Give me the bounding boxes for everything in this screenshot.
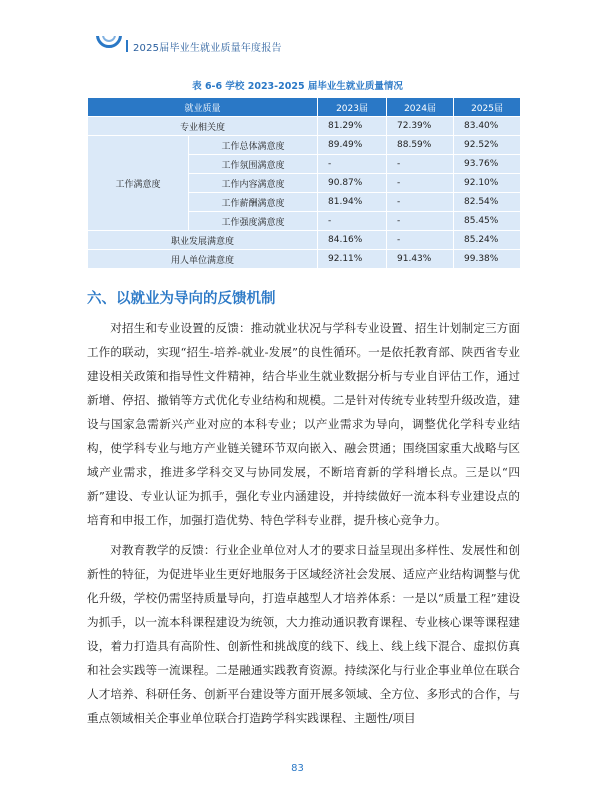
column-header: 2025届 [454,98,521,117]
table-cell: 84.16% [318,231,387,250]
row-label: 工作内容满意度 [189,174,318,193]
table-cell: 83.40% [454,117,521,136]
table-cell: 85.24% [454,231,521,250]
header-title: 2025届毕业生就业质量年度报告 [133,43,282,54]
table-cell: 82.54% [454,193,521,212]
row-label: 职业发展满意度 [88,231,318,250]
table-header-row [88,98,521,117]
table-row [88,250,521,269]
table-cell: - [318,212,387,231]
table-cell: 81.94% [318,193,387,212]
column-header: 就业质量 [88,98,318,117]
table-cell: 89.49% [318,136,387,155]
column-header: 2023届 [318,98,387,117]
header-divider [126,40,128,52]
page-number: 83 [291,763,304,774]
table-cell: 88.59% [387,136,454,155]
row-label: 工作强度满意度 [189,212,318,231]
table-cell: - [318,155,387,174]
section-heading: 六、以就业为导向的反馈机制 [87,291,276,307]
table-cell: 81.29% [318,117,387,136]
table-cell: 90.87% [318,174,387,193]
row-label: 工作薪酬满意度 [189,193,318,212]
table-cell: - [387,231,454,250]
table-cell: - [387,212,454,231]
table-cell: 93.76% [454,155,521,174]
body-paragraph-teaching [87,538,520,730]
row-label: 工作总体满意度 [189,136,318,155]
table-caption: 表 6-6 学校 2023-2025 届毕业生就业质量情况 [192,81,403,92]
employment-quality-table [87,97,521,269]
table-cell: 91.43% [387,250,454,269]
row-group-label: 工作满意度 [88,136,189,231]
table-row [88,136,521,155]
paragraph-text: 对招生和专业设置的反馈：推动就业状况与学科专业设置、招生计划制定三方面工作的联动，实现“招生-培养-就业-发展”的良性循环。一是依托教育部、陕西省专业建设相关政策和指导性文件精神，结合毕业生就业数据分析与专业自评估工作，通过新增、停招、撤销等方式优化专业结构和规模。二是针对传统专业转型升级改造，建设与国家急需新兴产业对应的本科专业；以产业需求为导向，调整优化学科专业结构，使学科专业与地方产业链关键环节双向嵌入、融会贯通；围绕国家重大战略与区域产业需求，推进多学科交叉与协同发展，不断培育新的学科增长点。三是以“四新”建设、专业认证为抓手，强化专业内涵建设，并持续做好一流本科专业建设点的培育和申报工作，加强打造优势、特色学科专业群，提升核心竞争力。 [87,321,520,527]
table-cell: - [387,174,454,193]
table-cell: 92.52% [454,136,521,155]
row-label: 专业相关度 [88,117,318,136]
table-cell: 85.45% [454,212,521,231]
table-cell: 92.11% [318,250,387,269]
table-row [88,117,521,136]
column-header: 2024届 [387,98,454,117]
table-cell: 72.39% [387,117,454,136]
paragraph-text: 对教育教学的反馈：行业企业单位对人才的要求日益呈现出多样性、发展性和创新性的特征，为促进毕业生更好地服务于区域经济社会发展、适应产业结构调整与优化升级，学校仍需坚持质量导向，打造卓越型人才培养体系：一是以“质量工程”建设为抓手，以一流本科课程建设为统领，大力推动通识教育课程、专业核心课等课程建设，着力打造具有高阶性、创新性和挑战度的线下、线上、线上线下混合、虚拟仿真和社会实践等一流课程。二是融通实践教育资源。持续深化与行业企事业单位在联合人才培养、科研任务、创新平台建设等方面开展多领域、全方位、多形式的合作，与重点领域相关企事业单位联合打造跨学科实践课程、主题性/项目 [87,543,520,725]
body-paragraph-admissions [87,316,520,532]
row-label: 工作氛围满意度 [189,155,318,174]
table-cell: - [387,155,454,174]
table-row [88,231,521,250]
table-cell: - [387,193,454,212]
row-label: 用人单位满意度 [88,250,318,269]
report-logo-icon [96,36,126,52]
table-cell: 92.10% [454,174,521,193]
table-cell: 99.38% [454,250,521,269]
